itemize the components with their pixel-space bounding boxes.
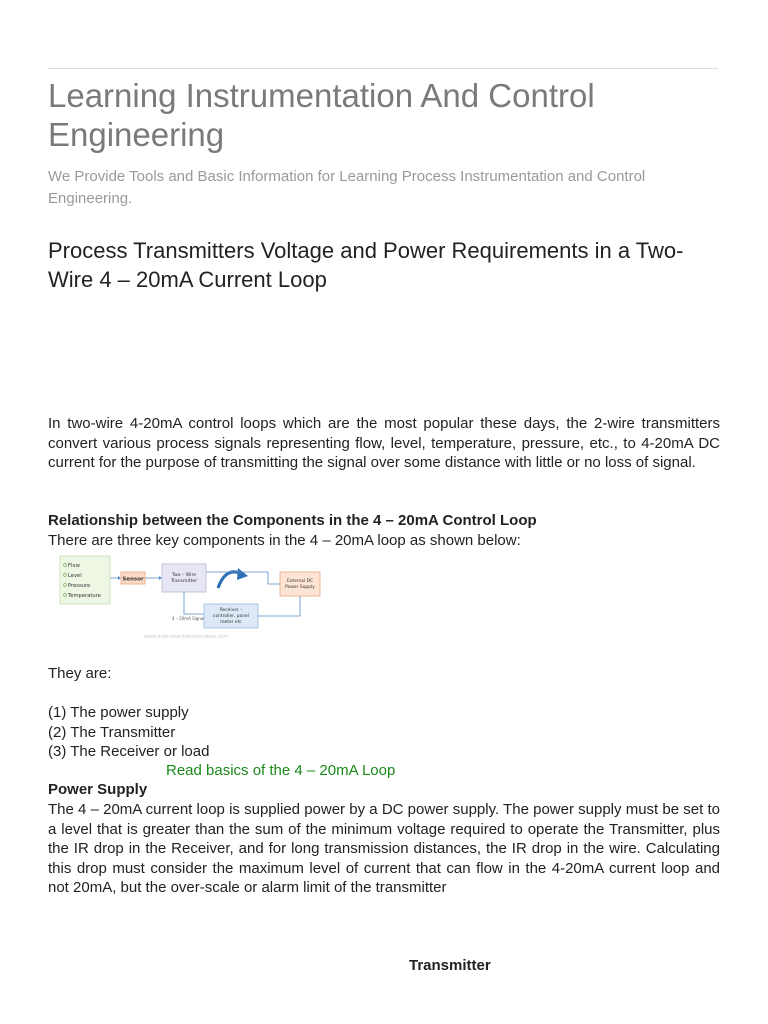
sensor-label: Sensor <box>122 576 144 583</box>
site-tagline: We Provide Tools and Basic Information for Learning Process Instrumentation and Control Engineering. <box>48 168 646 207</box>
relationship-heading: Relationship between the Components in the 4 – 20mA Control Loop <box>48 512 537 529</box>
list-item: (3) The Receiver or load <box>48 743 210 760</box>
components-list <box>48 703 209 762</box>
transmitter-box <box>162 564 206 592</box>
power-supply-heading: Power Supply <box>48 781 148 798</box>
input-pressure: Pressure <box>68 583 91 589</box>
intro-paragraph: In two-wire 4-20mA control loops which are the most popular these days, the 2-wire transmitters convert various process signals representing flow, level, temperature, pressure, etc., to 4-20mA DC current for the purpose of transmitting the signal over some distance with little or no loss of signal. <box>48 415 720 471</box>
read-basics-link[interactable]: Read basics of the 4 – 20mA Loop <box>166 762 396 779</box>
input-temperature: Temperature <box>68 593 101 599</box>
signal-label: 4 – 20mA Signal <box>172 616 205 621</box>
input-flow: Flow <box>68 563 80 569</box>
power-supply-label-2: Power Supply <box>285 585 315 590</box>
header-divider <box>48 68 718 69</box>
transmitter-label-2: Transmitter <box>170 579 198 584</box>
wire-left <box>184 592 204 614</box>
receiver-label-2: controller, panel <box>213 614 249 619</box>
power-supply-paragraph: The 4 – 20mA current loop is supplied power by a DC power supply. The power supply must be set to a level that is greater than the sum of the minimum voltage required to operate the Transmitter, plus the IR drop in the Receiver, and for long transmission distances, the IR drop in the wire. Calculating this drop must consider the maximum level of current that can flow in the 4-20mA current loop and not 20mA, but the over-scale or alarm limit of the transmitter <box>48 801 720 896</box>
list-item: (1) The power supply <box>48 704 189 721</box>
power-supply-label-1: External DC <box>286 579 314 584</box>
loop-diagram <box>58 552 330 644</box>
receiver-label-1: Receiver – <box>219 608 243 613</box>
diagram-watermark: www.instrumentationtoolbox.com <box>144 634 229 640</box>
wire-right <box>258 596 300 616</box>
receiver-label-3: meter etc <box>220 620 242 625</box>
post-title: Process Transmitters Voltage and Power Requirements in a Two-Wire 4 – 20mA Current Loop <box>48 238 684 292</box>
relationship-text: There are three key components in the 4 – 20mA loop as shown below: <box>48 532 521 549</box>
power-supply-box <box>280 572 320 596</box>
they-are-text: They are: <box>48 665 112 682</box>
transmitter-heading: Transmitter <box>409 957 491 974</box>
input-level: Level <box>68 573 82 579</box>
transmitter-label-1: Two – Wire <box>171 573 197 578</box>
site-title[interactable]: Learning Instrumentation And Control Engineering <box>48 77 595 153</box>
list-item: (2) The Transmitter <box>48 723 176 741</box>
